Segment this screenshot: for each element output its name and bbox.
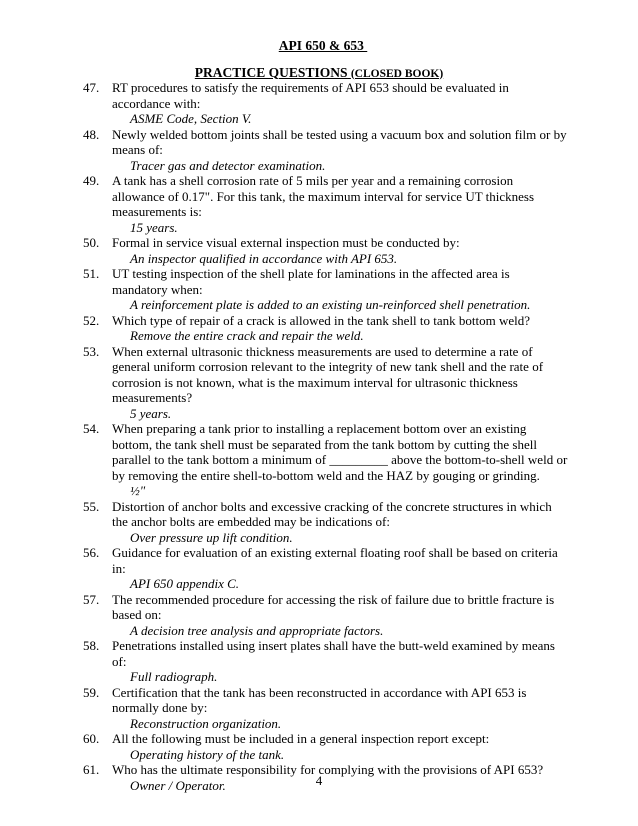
question-number: 52. <box>83 312 100 328</box>
question-text: Distortion of anchor bolts and excessive cracking of the concrete structures in which the anchor bolts are embedded may be indications of: <box>112 498 552 529</box>
question-number: 50. <box>83 235 100 250</box>
question-54 <box>78 421 568 499</box>
question-49 <box>78 173 568 235</box>
answer-text: Remove the entire crack and repair the weld. <box>130 328 364 343</box>
question-number: 51. <box>83 266 100 281</box>
question-text: Guidance for evaluation of an existing external floating roof shall be based on criteria in: <box>112 545 558 576</box>
answer-text: Owner / Operator. <box>130 777 226 793</box>
answer-text: Reconstruction organization. <box>130 715 282 731</box>
answer-text: Full radiograph. <box>130 669 218 684</box>
question-text: All the following must be included in a general inspection report except: <box>112 731 490 746</box>
question-number: 59. <box>83 684 100 700</box>
answer-text: ASME Code, Section V. <box>130 111 252 126</box>
answer-text: A decision tree analysis and appropriate factors. <box>130 622 384 638</box>
answer-text: An inspector qualified in accordance with API 653. <box>130 250 398 266</box>
question-56 <box>78 545 568 592</box>
subtitle-main: PRACTICE QUESTIONS <box>194 64 348 80</box>
question-list <box>78 80 568 793</box>
answer-text: Tracer gas and detector examination. <box>130 157 326 173</box>
question-58 <box>78 638 568 685</box>
question-text: Formal in service visual external inspection must be conducted by: <box>112 235 460 250</box>
answer-text: ½" <box>130 483 146 498</box>
subtitle-note: (CLOSED BOOK) <box>350 67 444 80</box>
question-text: When external ultrasonic thickness measurements are used to determine a rate of general uniform corrosion relevant to the integrity of new tank shell and the rate of corrosion is not known, what is the maximum interval for ultrasonic thickness measurements? <box>112 343 544 405</box>
question-50 <box>78 235 568 266</box>
question-number: 60. <box>83 731 100 746</box>
answer-text: Over pressure up lift condition. <box>130 529 293 545</box>
question-text: Who has the ultimate responsibility for complying with the provisions of API 653? <box>112 762 544 777</box>
question-60 <box>78 731 568 762</box>
question-text: The recommended procedure for accessing the risk of failure due to brittle fracture is based on: <box>112 591 555 622</box>
question-number: 49. <box>83 173 100 188</box>
question-number: 61. <box>83 762 100 777</box>
question-text: UT testing inspection of the shell plate for laminations in the affected area is mandatory when: <box>112 266 510 297</box>
page-header <box>0 38 638 82</box>
question-text: Penetrations installed using insert plates shall have the butt-weld examined by means of: <box>112 638 555 669</box>
question-number: 58. <box>83 638 100 653</box>
question-text: When preparing a tank prior to installing a replacement bottom over an existing bottom, the tank shell must be separated from the tank bottom by cutting the shell parallel to the tank bottom a minimum of _________ above the bottom-to-shell weld or by removing the entire shell-to-bottom weld and the HAZ by gouging or grinding. <box>112 421 568 483</box>
question-48 <box>78 127 568 174</box>
question-57 <box>78 592 568 639</box>
question-47 <box>78 80 568 127</box>
question-text: Which type of repair of a crack is allowed in the tank shell to tank bottom weld? <box>112 312 531 328</box>
question-number: 57. <box>83 591 100 607</box>
answer-text: 5 years. <box>130 405 172 421</box>
document-title: API 650 & 653 <box>278 38 368 53</box>
answer-text: Operating history of the tank. <box>130 746 285 762</box>
answer-text: 15 years. <box>130 219 178 235</box>
question-51 <box>78 266 568 313</box>
answer-text: A reinforcement plate is added to an existing un-reinforced shell penetration. <box>130 297 531 312</box>
question-53 <box>78 344 568 422</box>
question-number: 47. <box>83 80 100 95</box>
question-text: A tank has a shell corrosion rate of 5 mils per year and a remaining corrosion allowance of 0.17". For this tank, the maximum interval for service UT thickness measurements is: <box>112 173 535 219</box>
question-55 <box>78 499 568 546</box>
question-text: Newly welded bottom joints shall be tested using a vacuum box and solution film or by means of: <box>112 126 567 157</box>
question-number: 54. <box>83 421 100 436</box>
question-number: 56. <box>83 545 100 560</box>
question-number: 48. <box>83 126 100 142</box>
question-number: 53. <box>83 343 100 359</box>
question-52 <box>78 313 568 344</box>
question-59 <box>78 685 568 732</box>
question-number: 55. <box>83 498 100 514</box>
question-text: Certification that the tank has been reconstructed in accordance with API 653 is normally done by: <box>112 684 527 715</box>
page-number: 4 <box>315 773 323 788</box>
question-text: RT procedures to satisfy the requirements of API 653 should be evaluated in accordance with: <box>112 80 509 111</box>
answer-text: API 650 appendix C. <box>130 576 240 591</box>
